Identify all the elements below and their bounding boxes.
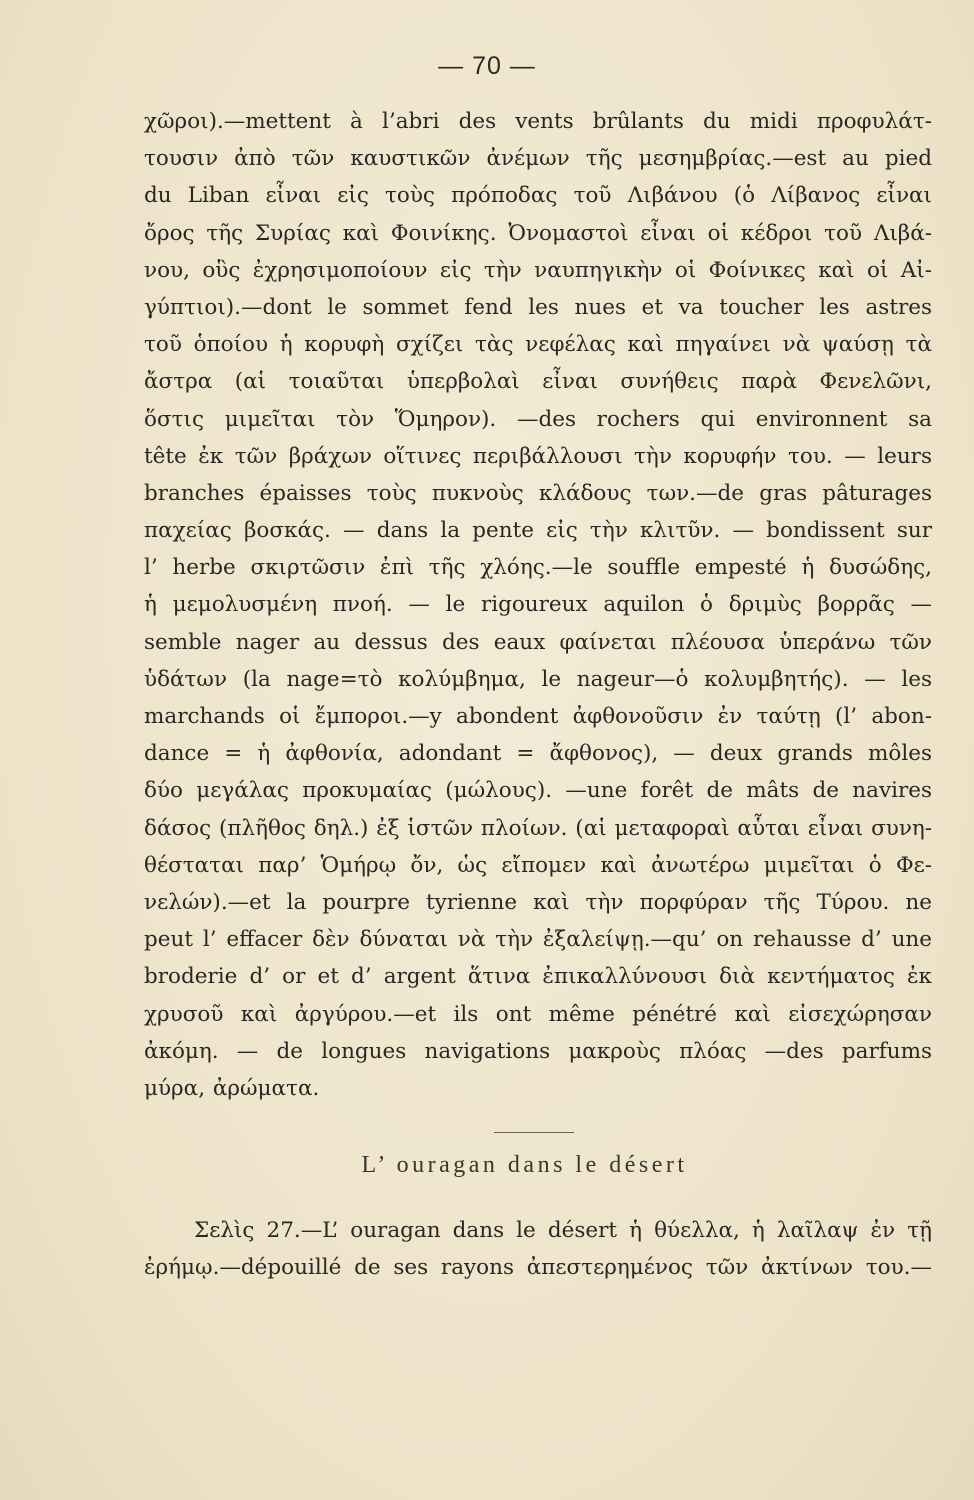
section-divider <box>494 1132 574 1133</box>
text-line: νου, οὓς ἐχρησιμοποίουν εἰς τὴν ναυπηγικὴν οἱ Φοίνικες καὶ οἱ Αἰ- <box>144 257 932 283</box>
text-line: marchands οἱ ἔμποροι.—y abondent ἀφθονοῦσιν ἐν ταύτῃ (l’ abon- <box>144 704 932 729</box>
text-line: χῶροι).—mettent à l’abri des vents brûlants du midi προφυλάτ- <box>144 109 932 134</box>
text-line: dance = ἡ ἀφθονία, adondant = ἄφθονος), — deux grands môles <box>144 741 932 767</box>
text-line: semble nager au dessus des eaux φαίνεται πλέουσα ὑπεράνω τῶν <box>144 629 932 655</box>
main-text <box>144 103 932 1107</box>
text-line: ἀκόμη. — de longues navigations μακροὺς πλόας —des parfums <box>144 1038 932 1064</box>
section-text <box>144 1212 932 1286</box>
text-line: branches épaisses τοὺς πυκνοὺς κλάδους των.—de gras pâturages <box>144 480 932 506</box>
text-line: νελών).—et la pourpre tyrienne καὶ τὴν πορφύραν τῆς Τύρου. ne <box>144 889 932 915</box>
text-line: δύο μεγάλας προκυμαίας (μώλους). —une forêt de mâts de navires <box>144 778 932 804</box>
text-line: l’ herbe σκιρτῶσιν ἐπὶ τῆς χλόης.—le souffle empesté ἡ δυσώδης, <box>144 555 932 581</box>
text-line: peut l’ effacer δὲν δύναται νὰ τὴν ἐξαλείψῃ.—qu’ on rehausse d’ une <box>144 927 932 953</box>
text-line: broderie d’ or et d’ argent ἅτινα ἐπικαλλύνουσι διὰ κεντήματος ἐκ <box>144 964 932 990</box>
text-line: tête ἐκ τῶν βράχων οἵτινες περιβάλλουσι τὴν κορυφήν του. — leurs <box>144 443 932 469</box>
section-heading: L’ ouragan dans le désert <box>361 1152 688 1178</box>
text-line: δάσος (πλῆθος δηλ.) ἐξ ἱστῶν πλοίων. (αἱ μεταφοραὶ αὗται εἶναι συνη- <box>144 815 933 841</box>
text-line: ἐρήμῳ.—dépouillé de ses rayons ἀπεστερημένος τῶν ἀκτίνων του.— <box>144 1255 932 1281</box>
text-line: μύρα, ἀρώματα. <box>144 1075 320 1101</box>
text-line: παχείας βοσκάς. — dans la pente εἰς τὴν κλιτῦν. — bondissent sur <box>144 518 932 544</box>
text-line: τοῦ ὁποίου ἡ κορυφὴ σχίζει τὰς νεφέλας καὶ πηγαίνει νὰ ψαύσῃ τὰ <box>144 332 932 358</box>
text-line: χρυσοῦ καὶ ἀργύρου.—et ils ont même pénétré καὶ εἰσεχώρησαν <box>144 1001 932 1027</box>
text-line: ὑδάτων (la nage=τὸ κολύμβημα, le nageur—ὁ κολυμβητής). — les <box>144 666 932 692</box>
text-line: ἄστρα (αἱ τοιαῦται ὑπερβολαὶ εἶναι συνήθεις παρὰ Φενελῶνι, <box>144 369 932 395</box>
page-number: — 70 — <box>438 52 536 80</box>
text-line: ὅστις μιμεῖται τὸν Ὅμηρον). —des rochers qui environnent sa <box>144 406 932 432</box>
text-line: ὄρος τῆς Συρίας καὶ Φοινίκης. Ὀνομαστοὶ εἶναι οἱ κέδροι τοῦ Λιβά- <box>144 220 932 246</box>
text-line: τουσιν ἀπὸ τῶν καυστικῶν ἀνέμων τῆς μεσημβρίας.—est au pied <box>144 146 932 172</box>
text-line: du Liban εἶναι εἰς τοὺς πρόποδας τοῦ Λιβάνου (ὁ Λίβανος εἶναι <box>144 183 932 209</box>
text-line: θέσταται παρ’ Ὁμήρῳ ὄν, ὡς εἴπομεν καὶ ἀνωτέρω μιμεῖται ὁ Φε- <box>144 852 932 878</box>
text-line: Σελὶς 27.—L’ ouragan dans le désert ἡ θύελλα, ἡ λαῖλαψ ἐν τῇ <box>194 1218 932 1243</box>
text-line: γύπτιοι).—dont le sommet fend les nues et va toucher les astres <box>144 294 932 320</box>
text-line: ἡ μεμολυσμένη πνοή. — le rigoureux aquilon ὁ δριμὺς βορρᾶς — <box>144 592 932 618</box>
